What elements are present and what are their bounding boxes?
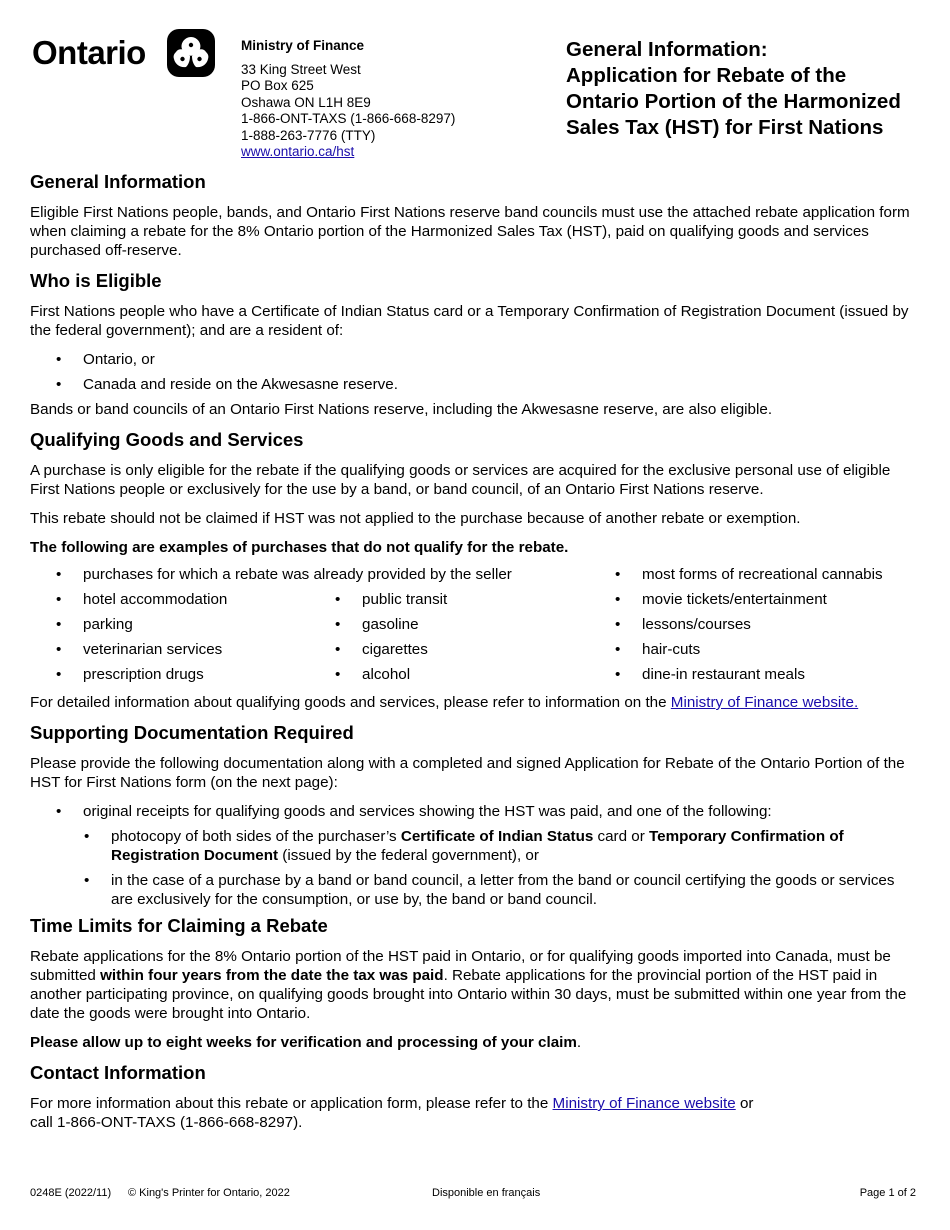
- list-item: • Ontario, or: [30, 350, 915, 369]
- list-item: • veterinarian services: [30, 640, 222, 659]
- copyright: © King's Printer for Ontario, 2022: [128, 1187, 290, 1199]
- address-line: PO Box 625: [241, 78, 314, 93]
- sub-text-bold: Temporary Confirmation of Registration Document: [111, 828, 844, 864]
- time-limits-paragraph: [30, 947, 915, 1023]
- contact-text: or: [735, 1095, 754, 1112]
- title-line: General Information:: [566, 38, 768, 61]
- list-item: • alcohol: [309, 665, 410, 684]
- title-line: Sales Tax (HST) for First Nations: [566, 116, 884, 139]
- contact-paragraph: [30, 1094, 915, 1132]
- french-availability: Disponible en français: [432, 1187, 541, 1199]
- list-item: • original receipts for qualifying goods and services showing the HST was paid, and one of the following:: [30, 802, 915, 821]
- title-line: Ontario Portion of the Harmonized: [566, 90, 901, 113]
- trillium-icon: [166, 28, 216, 78]
- examples-heading: The following are examples of purchases that do not qualify for the rebate.: [30, 539, 569, 556]
- general-text: Eligible First Nations people, bands, and Ontario First Nations reserve band councils must use the attached rebate application form when claiming a rebate for the 8% Ontario portion of the Harmonized Sales Tax (HST), paid on qualifying goods and services purchased off-reserve.: [30, 204, 910, 259]
- detail-paragraph: [30, 693, 915, 712]
- eligible-heading: Who is Eligible: [30, 270, 162, 291]
- documentation-intro: Please provide the following documentation along with a completed and signed Application for Rebate of the Ontario Portion of the HST for First Nations form (on the next page):: [30, 755, 905, 791]
- list-item: • dine-in restaurant meals: [589, 665, 805, 684]
- list-item: • lessons/courses: [589, 615, 751, 634]
- eligible-list: [30, 350, 915, 394]
- form-id: 0248E (2022/11): [30, 1187, 112, 1199]
- ontario-logo: [32, 28, 217, 80]
- list-item: • public transit: [309, 590, 447, 609]
- list-item: • prescription drugs: [30, 665, 204, 684]
- list-item: • hotel accommodation: [30, 590, 227, 609]
- document-title: [566, 37, 936, 141]
- time-text-bold: within four years from the date the tax was paid: [100, 967, 444, 984]
- qualifying-heading: Qualifying Goods and Services: [30, 429, 304, 450]
- sub-text: (issued by the federal government), or: [278, 847, 539, 864]
- list-item: • purchases for which a rebate was already provided by the seller: [30, 565, 512, 584]
- detail-text: For detailed information about qualifying goods and services, please refer to information on the: [30, 694, 671, 711]
- list-item: • movie tickets/entertainment: [589, 590, 827, 609]
- time-text: Rebate applications for the 8% Ontario portion of the HST paid in Ontario, or for qualifying goods imported into Canada, must be submitted: [30, 948, 891, 984]
- sub-text: card or: [593, 828, 650, 845]
- contact-text: For more information about this rebate or application form, please refer to the: [30, 1095, 553, 1112]
- note-text: .: [576, 1034, 582, 1051]
- logo-wordmark: Ontario: [32, 34, 146, 71]
- tty-number: 1-888-263-7776 (TTY): [241, 127, 376, 143]
- sub-text: photocopy of both sides of the purchaser’s: [111, 828, 401, 845]
- time-text: . Rebate applications for the provincial portion of the HST paid in another participating province, on qualifying goods brought into Ontario within 30 days, must be submitted within one year from the date the goods were brought into Ontario.: [30, 967, 907, 1022]
- document-body: [30, 171, 915, 1142]
- eligible-outro: Bands or band councils of an Ontario First Nations reserve, including the Akwesasne reserve, are also eligible.: [30, 401, 773, 418]
- sub-text-bold: Certificate of Indian Status: [400, 828, 594, 845]
- contact-text: call 1-866-ONT-TAXS (1-866-668-8297).: [30, 1114, 303, 1131]
- time-limits-heading: Time Limits for Claiming a Rebate: [30, 915, 328, 936]
- page-number: Page 1 of 2: [859, 1187, 916, 1199]
- list-item: • in the case of a purchase by a band or band council, a letter from the band or council certifying the goods or services are exclusively for the consumption, or use by, the band or band council.: [30, 871, 915, 909]
- ministry-address-block: [241, 38, 455, 161]
- contact-heading: Contact Information: [30, 1062, 206, 1083]
- non-qualifying-list: [30, 565, 915, 691]
- documentation-heading: Supporting Documentation Required: [30, 722, 354, 743]
- list-item: [30, 827, 915, 865]
- processing-note: [30, 1033, 915, 1052]
- address-line: Oshawa ON L1H 8E9: [241, 94, 371, 110]
- phone-number: 1-866-ONT-TAXS (1-866-668-8297): [241, 111, 456, 126]
- general-heading: General Information: [30, 171, 206, 192]
- qualifying-paragraph: A purchase is only eligible for the rebate if the qualifying goods or services are acquired for the exclusive personal use of eligible First Nations people or exclusively for the use by a band, or band council, of an Ontario First Nations reserve.: [30, 462, 891, 498]
- list-item: • parking: [30, 615, 133, 634]
- eligible-intro: First Nations people who have a Certificate of Indian Status card or a Temporary Confirmation of Registration Document (issued by the federal government); and are a resident of:: [30, 303, 909, 339]
- list-item: • hair-cuts: [589, 640, 700, 659]
- list-item: • gasoline: [309, 615, 419, 634]
- qualifying-paragraph: This rebate should not be claimed if HST was not applied to the purchase because of another rebate or exemption.: [30, 510, 801, 527]
- website-link[interactable]: www.ontario.ca/hst: [241, 144, 355, 159]
- list-item: • cigarettes: [309, 640, 428, 659]
- address-line: 33 King Street West: [241, 61, 361, 77]
- title-line: Application for Rebate of the: [566, 64, 847, 87]
- ministry-name: Ministry of Finance: [241, 38, 365, 53]
- documentation-list: [30, 802, 915, 821]
- documentation-sublist: [30, 827, 915, 909]
- ministry-website-link[interactable]: Ministry of Finance website.: [670, 694, 859, 711]
- ministry-website-link[interactable]: Ministry of Finance website: [552, 1095, 736, 1112]
- list-item: • Canada and reside on the Akwesasne reserve.: [30, 375, 915, 394]
- list-item: • most forms of recreational cannabis: [589, 565, 883, 584]
- note-text-bold: Please allow up to eight weeks for verification and processing of your claim: [30, 1034, 577, 1051]
